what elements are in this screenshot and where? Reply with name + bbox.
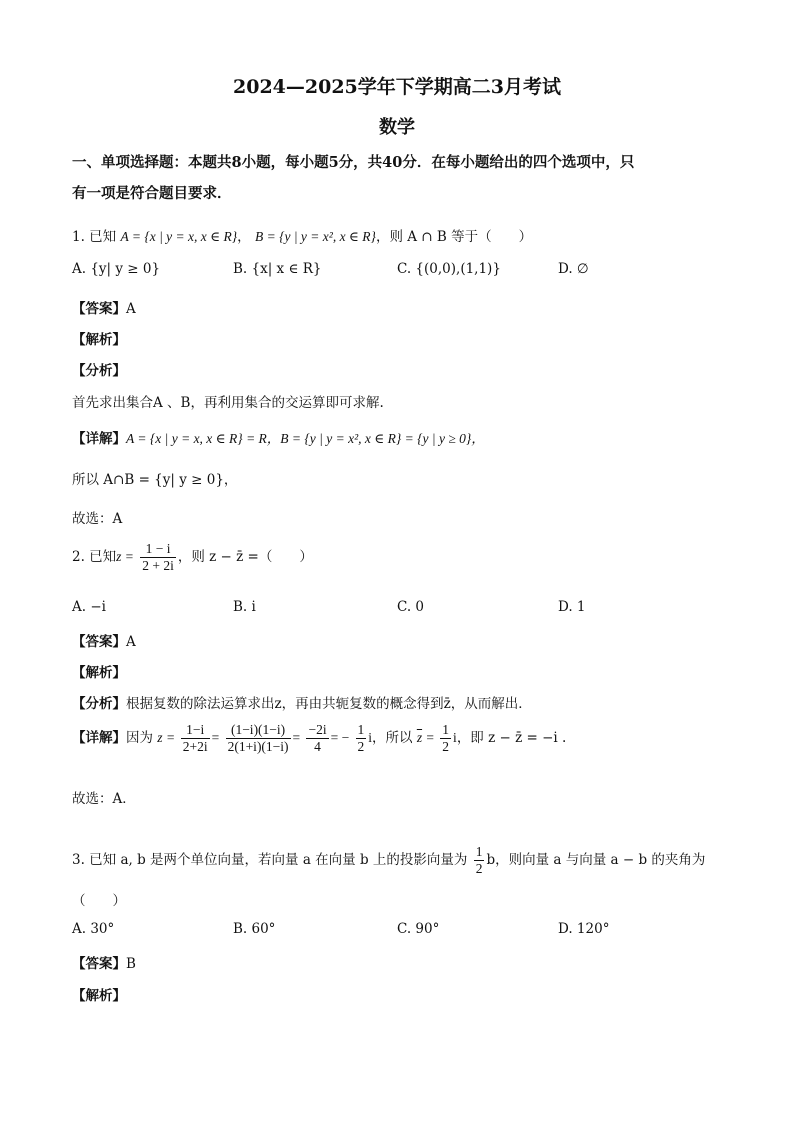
q2-frac-4-den: 2: [357, 739, 365, 754]
q1-so: 所以 A∩B = {y| y ≥ 0}，: [72, 472, 238, 488]
q2-fenxi-label: 【分析】: [72, 696, 126, 712]
q2-frac-5: [440, 722, 451, 755]
q3-stem-line1: [72, 844, 705, 877]
q2-answer-value: A: [126, 634, 136, 650]
q2-fraction: [140, 541, 176, 574]
q3-stem-line2: （ ）: [72, 893, 126, 909]
q3-analysis-label: 【解析】: [72, 988, 126, 1004]
q2-detail-prefix: 因为: [126, 730, 153, 746]
q1-suffix: ，则 A ∩ B 等于（ ）: [375, 229, 533, 245]
exam-title: 2024—2025学年下学期高二3月考试: [233, 76, 561, 98]
q3-option-d: D. 120°: [558, 921, 610, 937]
q2-fenxi-text: 根据复数的除法运算求出z，再由共轭复数的概念得到z̄，从而解出．: [126, 696, 532, 712]
q2-fraction-den: 2 + 2i: [142, 558, 174, 573]
q2-detail-mid: ，所以: [372, 730, 413, 746]
q2-option-c: C. 0: [397, 599, 425, 615]
q3-answer: [72, 952, 136, 972]
q3-answer-value: B: [126, 956, 136, 972]
section-heading-line2: 有一项是符合题目要求．: [72, 185, 232, 202]
q3-text-a: 3. 已知 a, b 是两个单位向量，若向量 a 在向量 b 上的投影向量为: [72, 852, 468, 868]
q2-prefix: 2. 已知: [72, 549, 117, 565]
q1-option-b: B. {x| x ∈ R}: [233, 261, 322, 277]
q3-half: [474, 844, 485, 877]
q1-prefix: 1. 已知: [72, 229, 117, 245]
q1-answer-value: A: [126, 301, 136, 317]
q2-suffix: ，则 z − z̄ =（ ）: [177, 549, 313, 565]
subject-title: 数学: [379, 117, 415, 138]
q2-z: z =: [116, 549, 134, 564]
q2-fraction-num: 1 − i: [140, 541, 176, 558]
q2-detail: 【详解】因为 z = $\frac{1-i}{2+2i}$ = $\frac{(1-i)(1-i)}{2(1+i)(1-i)}$ = $\frac{-2i}{4}$ = − $\frac{1}{2}$ i，所以 $\overline{z}$ = $\frac{1}{2}$ i，即 z − z̄ = −i .: [72, 722, 567, 754]
q2-option-d: D. 1: [558, 599, 586, 615]
q2-frac-3-den: 4: [314, 739, 321, 754]
q2-frac-2-den: 2(1+i)(1−i): [227, 739, 289, 754]
q1-answer: [72, 297, 136, 317]
q1-option-c: C. {(0,0),(1,1)}: [397, 261, 501, 277]
q3-text-b: b，则向量 a 与向量 a − b 的夹角为: [486, 852, 706, 868]
q2-frac-4: [356, 722, 367, 755]
q2-answer: [72, 630, 136, 650]
q2-option-b: B. i: [233, 599, 256, 615]
q1-detail-label: 【详解】: [72, 431, 126, 447]
q2-frac-1: [181, 722, 210, 755]
q1-set-b: B = {y | y = x², x ∈ R}: [254, 229, 376, 244]
q2-option-a: A. −i: [72, 599, 106, 615]
q2-answer-label: 【答案】: [72, 634, 126, 650]
q1-detail: [72, 427, 485, 447]
q2-frac-1-den: 2+2i: [182, 739, 208, 754]
q3-answer-label: 【答案】: [72, 956, 126, 972]
q2-frac-2-num: (1−i)(1−i): [226, 722, 291, 739]
q2-choose: 故选：A．: [72, 791, 136, 807]
q1-set-a: A = {x | y = x, x ∈ R}: [120, 229, 238, 244]
q1-detail-text: A = {x | y = x, x ∈ R} = R，B = {y | y = x², x ∈ R} = {y | y ≥ 0}，: [126, 431, 485, 446]
q1-fenxi-label: 【分析】: [72, 363, 126, 379]
q2-frac-3-num: −2i: [308, 722, 327, 737]
q3-option-b: B. 60°: [233, 921, 276, 937]
q1-option-a: A. {y| y ≥ 0}: [72, 261, 161, 277]
q1-analysis-label: 【解析】: [72, 332, 126, 348]
section-heading-line1: 一、单项选择题：本题共8小题，每小题5分，共40分．在每小题给出的四个选项中，只: [72, 154, 635, 171]
q2-analysis-label: 【解析】: [72, 665, 126, 681]
q2-frac-2: [226, 722, 291, 755]
q2-frac-5-den: 2: [442, 739, 450, 754]
q2-frac-4-num: 1: [357, 722, 365, 737]
q2-stem: [72, 541, 313, 574]
q2-frac-5-num: 1: [442, 722, 450, 737]
q3-half-den: 2: [475, 861, 483, 876]
q1-option-d: D. ∅: [558, 261, 589, 277]
q1-answer-label: 【答案】: [72, 301, 126, 317]
q2-fenxi: [72, 692, 532, 712]
q3-option-a: A. 30°: [72, 921, 115, 937]
q3-half-num: 1: [475, 844, 483, 859]
q2-detail-label: 【详解】: [72, 730, 126, 746]
q2-frac-3: [306, 722, 328, 755]
q1-choose: 故选：A: [72, 511, 123, 527]
q1-stem: 1. 已知 A = {x | y = x, x ∈ R}， B = {y | y = x², x ∈ R}，则 A ∩ B 等于（ ）: [72, 229, 533, 245]
q2-detail-tail: ，即 z − z̄ = −i .: [456, 730, 567, 746]
q2-frac-1-num: 1−i: [181, 722, 210, 739]
q1-fenxi-text: 首先求出集合A 、B，再利用集合的交运算即可求解.: [72, 395, 384, 411]
q3-option-c: C. 90°: [397, 921, 440, 937]
